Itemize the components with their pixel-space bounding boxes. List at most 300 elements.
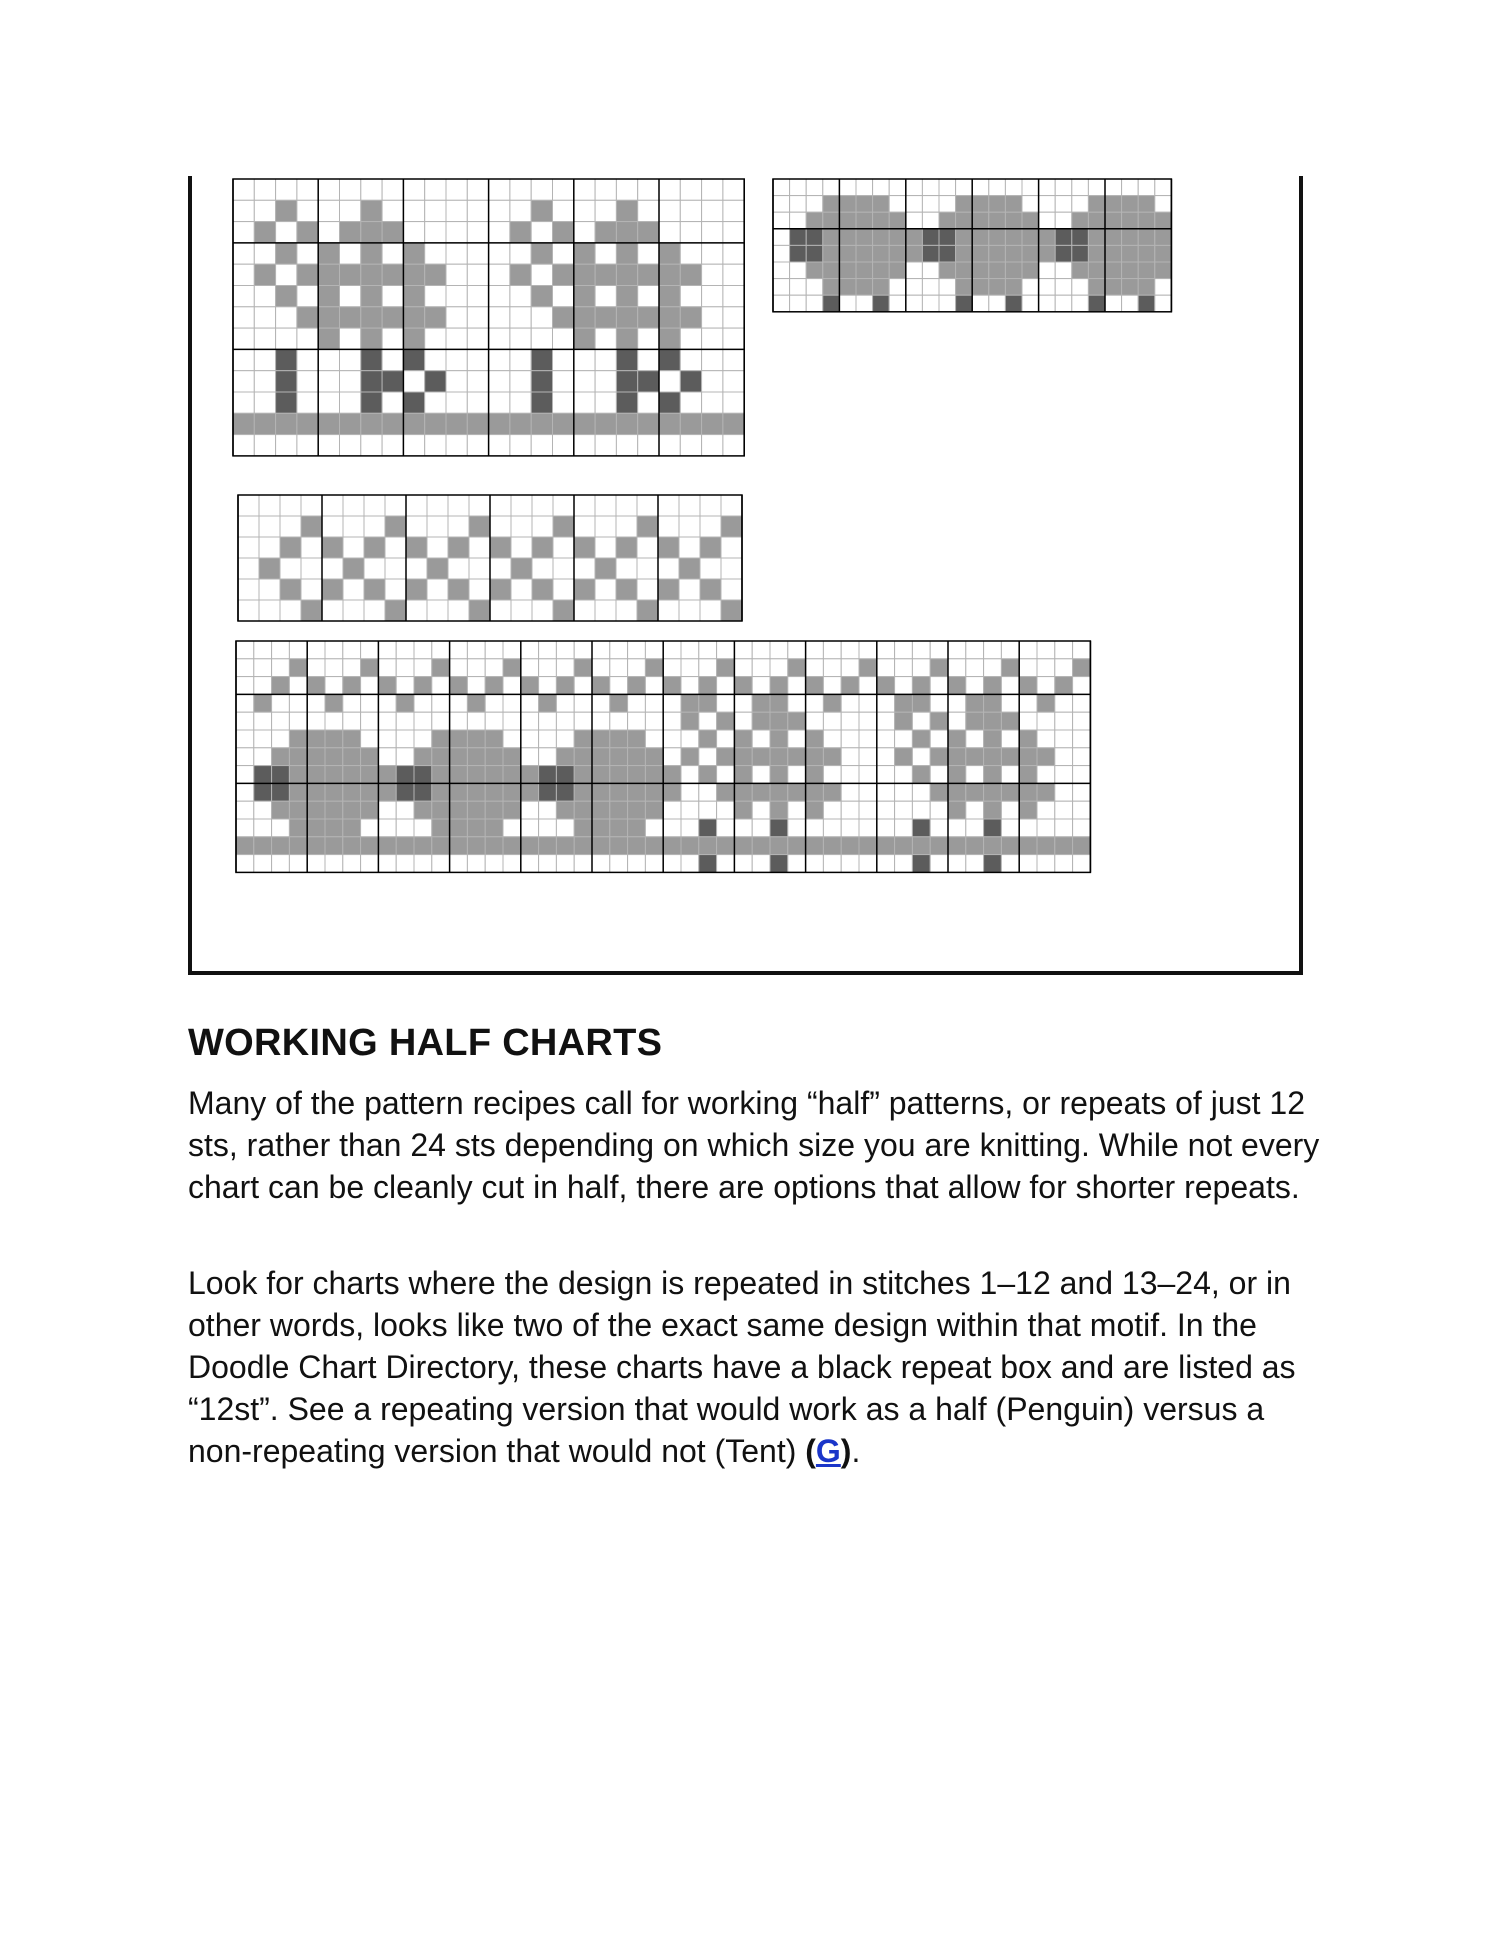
chart-cell: [343, 783, 361, 801]
chart-cell: [717, 730, 735, 748]
chart-cell: [403, 328, 424, 349]
chart-cell: [556, 837, 574, 855]
chart-cell: [325, 819, 343, 837]
chart-cell: [939, 262, 956, 279]
chart-cell: [1039, 262, 1056, 279]
chart-cell: [616, 392, 637, 413]
chart-cell: [521, 694, 539, 712]
chart-cell: [912, 677, 930, 695]
chart-cell: [906, 245, 923, 262]
chart-cell: [307, 783, 325, 801]
chart-cell: [539, 677, 557, 695]
chart-cell: [592, 801, 610, 819]
chart-cell: [531, 286, 552, 307]
chart-cell: [1073, 748, 1091, 766]
chart-cell: [839, 262, 856, 279]
chart-cell: [939, 179, 956, 196]
chart-cell: [702, 328, 723, 349]
chart-cell: [681, 748, 699, 766]
chart-cell: [595, 179, 616, 200]
chart-cell: [906, 295, 923, 312]
chart-cell: [912, 712, 930, 730]
paragraph-half-patterns: [188, 1082, 1328, 1208]
chart-cell: [859, 837, 877, 855]
chart-cell: [385, 537, 406, 558]
chart-cell: [873, 229, 890, 246]
chart-cell: [467, 179, 488, 200]
chart-cell: [645, 677, 663, 695]
chart-cell: [236, 677, 254, 695]
chart-cell: [276, 328, 297, 349]
chart-cell: [895, 837, 913, 855]
chart-cell: [610, 694, 628, 712]
chart-cell: [595, 328, 616, 349]
chart-cell: [984, 837, 1002, 855]
chart-cell: [823, 748, 841, 766]
chart-cell: [912, 801, 930, 819]
chart-cell: [272, 855, 290, 873]
chart-cell: [467, 222, 488, 243]
chart-cell: [254, 307, 275, 328]
chart-cell: [645, 641, 663, 659]
chart-cell: [984, 855, 1002, 873]
chart-cell: [378, 837, 396, 855]
chart-cell: [556, 783, 574, 801]
chart-cell: [989, 279, 1006, 296]
chart-cell: [272, 748, 290, 766]
chart-cell: [956, 212, 973, 229]
chart-cell: [700, 558, 721, 579]
chart-cell: [856, 179, 873, 196]
chart-cell: [1037, 766, 1055, 784]
chart-cell: [930, 730, 948, 748]
chart-cell: [610, 641, 628, 659]
chart-cell: [841, 659, 859, 677]
chart-cell: [895, 801, 913, 819]
chart-cell: [1122, 229, 1139, 246]
chart-cell: [322, 516, 343, 537]
chart-cell: [425, 328, 446, 349]
chart-cell: [1001, 766, 1019, 784]
chart-cell: [574, 328, 595, 349]
chart-cell: [427, 495, 448, 516]
chart-cell: [658, 537, 679, 558]
chart-cell: [699, 659, 717, 677]
chart-cell: [723, 200, 744, 221]
chart-cell: [432, 748, 450, 766]
chart-cell: [361, 243, 382, 264]
chart-cell: [595, 495, 616, 516]
chart-cell: [841, 819, 859, 837]
chart-cell: [595, 349, 616, 370]
chart-cell: [521, 730, 539, 748]
chart-cell: [645, 837, 663, 855]
chart-cell: [610, 677, 628, 695]
chart-cell: [259, 558, 280, 579]
chart-cell: [553, 222, 574, 243]
chart-cell: [680, 328, 701, 349]
chart-cell: [922, 245, 939, 262]
chart-cell: [610, 748, 628, 766]
chart-cell: [1019, 837, 1037, 855]
chart-cell: [382, 264, 403, 285]
chart-cell: [574, 748, 592, 766]
chart-cell: [446, 222, 467, 243]
chart-cell: [717, 694, 735, 712]
chart-cell: [403, 307, 424, 328]
frame-right-border: [1299, 176, 1303, 975]
chart-cell: [276, 243, 297, 264]
chart-cell: [628, 677, 646, 695]
chart-cell: [956, 179, 973, 196]
chart-cell: [723, 328, 744, 349]
chart-cell: [396, 748, 414, 766]
chart-cell: [638, 413, 659, 434]
chart-cell: [448, 600, 469, 621]
chart-cell: [912, 730, 930, 748]
chart-cell: [322, 600, 343, 621]
chart-cell: [773, 196, 790, 213]
chart-cell: [1055, 196, 1072, 213]
chart-cell: [485, 783, 503, 801]
chart-cell: [1055, 179, 1072, 196]
chart-cell: [318, 371, 339, 392]
chart-cell: [467, 855, 485, 873]
chart-cell: [396, 766, 414, 784]
chart-cell: [276, 392, 297, 413]
chart-cell: [361, 307, 382, 328]
chart-cell: [663, 659, 681, 677]
chart-cell: [984, 659, 1002, 677]
chart-cell: [788, 659, 806, 677]
chart-cell: [539, 748, 557, 766]
chart-cell: [467, 783, 485, 801]
chart-cell: [823, 179, 840, 196]
chart-cell: [859, 712, 877, 730]
chart-cell: [877, 766, 895, 784]
chart-cell: [574, 558, 595, 579]
chart-cell: [1105, 196, 1122, 213]
chart-cell: [770, 659, 788, 677]
chart-cell: [318, 392, 339, 413]
chart-cell: [773, 179, 790, 196]
chart-cell: [396, 783, 414, 801]
chart-cell: [702, 307, 723, 328]
chart-cell: [382, 222, 403, 243]
chart-cell: [721, 579, 742, 600]
chart-cell: [930, 801, 948, 819]
chart-cell: [307, 730, 325, 748]
chart-cell: [956, 196, 973, 213]
chart-cell: [556, 855, 574, 873]
chart-cell: [510, 179, 531, 200]
chart-cell: [510, 435, 531, 456]
chart-cell: [645, 819, 663, 837]
chart-cell: [681, 659, 699, 677]
chart-cell: [770, 641, 788, 659]
chart-cell: [403, 392, 424, 413]
chart-cell: [895, 855, 913, 873]
chart-cell: [467, 801, 485, 819]
chart-cell: [906, 279, 923, 296]
chart-cell: [806, 212, 823, 229]
chart-cell: [638, 349, 659, 370]
chart-cell: [574, 179, 595, 200]
chart-cell: [702, 222, 723, 243]
chart-cell: [446, 371, 467, 392]
chart-cell: [259, 516, 280, 537]
chart-cell: [382, 243, 403, 264]
chart-cell: [659, 307, 680, 328]
chart-cell: [877, 712, 895, 730]
chart-cell: [770, 712, 788, 730]
chart-cell: [403, 349, 424, 370]
chart-cell: [770, 748, 788, 766]
frame-left-border: [188, 176, 192, 975]
chart-cell: [511, 579, 532, 600]
chart-cell: [364, 558, 385, 579]
chart-cell: [1039, 295, 1056, 312]
chart-cell: [700, 516, 721, 537]
chart-cell: [574, 712, 592, 730]
chart-cell: [446, 307, 467, 328]
chart-cell: [280, 537, 301, 558]
chart-cell: [272, 694, 290, 712]
chart-cell: [322, 558, 343, 579]
chart-cell: [340, 222, 361, 243]
chart-cell: [448, 537, 469, 558]
chart-cell: [645, 766, 663, 784]
chart-cell: [432, 837, 450, 855]
chart-cell: [553, 286, 574, 307]
chart-cell: [343, 730, 361, 748]
chart-cell: [806, 196, 823, 213]
chart-cell: [489, 200, 510, 221]
chart-cell: [966, 801, 984, 819]
chart-cell: [343, 819, 361, 837]
chart-cell: [681, 677, 699, 695]
chart-cell: [361, 855, 379, 873]
figure-g-link[interactable]: G: [815, 1433, 841, 1469]
chart-cell: [364, 600, 385, 621]
chart-cell: [1001, 659, 1019, 677]
chart-cell: [510, 413, 531, 434]
chart-cell: [485, 801, 503, 819]
chart-cell: [873, 262, 890, 279]
chart-cell: [574, 659, 592, 677]
chart-cell: [659, 371, 680, 392]
chart-cell: [717, 641, 735, 659]
chart-cell: [325, 677, 343, 695]
chart-cell: [489, 435, 510, 456]
chart-cell: [628, 801, 646, 819]
chart-cell: [301, 579, 322, 600]
chart-cell: [254, 243, 275, 264]
chart-cell: [254, 286, 275, 307]
chart-cell: [521, 801, 539, 819]
chart-cell: [1072, 295, 1089, 312]
chart-cell: [427, 579, 448, 600]
chart-cell: [385, 579, 406, 600]
chart-cell: [539, 855, 557, 873]
chart-cell: [510, 286, 531, 307]
chart-cell: [1019, 801, 1037, 819]
chart-cell: [280, 495, 301, 516]
chart-cell: [1005, 245, 1022, 262]
chart-cell: [469, 516, 490, 537]
chart-cell: [289, 694, 307, 712]
chart-cell: [343, 537, 364, 558]
chart-cell: [531, 349, 552, 370]
chart-cell: [340, 286, 361, 307]
chart-cell: [272, 819, 290, 837]
chart-cell: [322, 579, 343, 600]
chart-cell: [382, 413, 403, 434]
chart-cell: [450, 677, 468, 695]
chart-cell: [297, 179, 318, 200]
chart-cell: [659, 349, 680, 370]
chart-cell: [446, 264, 467, 285]
chart-cell: [307, 837, 325, 855]
chart-cell: [361, 730, 379, 748]
chart-cell: [1055, 783, 1073, 801]
chart-cell: [574, 435, 595, 456]
chart-cell: [254, 837, 272, 855]
chart-cell: [610, 855, 628, 873]
chart-cell: [873, 279, 890, 296]
chart-cell: [385, 495, 406, 516]
chart-cell: [948, 801, 966, 819]
chart-cell: [396, 730, 414, 748]
chart-cell: [446, 243, 467, 264]
chart-cell: [489, 328, 510, 349]
chart-cell: [1105, 229, 1122, 246]
chart-cell: [361, 349, 382, 370]
chart-cell: [1001, 819, 1019, 837]
chart-cell: [233, 371, 254, 392]
chart-cell: [254, 659, 272, 677]
chart-cell: [859, 783, 877, 801]
chart-cell: [254, 179, 275, 200]
chart-cell: [553, 413, 574, 434]
chart-cell: [1073, 766, 1091, 784]
chart-cell: [503, 659, 521, 677]
chart-cell: [539, 659, 557, 677]
chart-cell: [984, 677, 1002, 695]
chart-cell: [873, 245, 890, 262]
chart-cell: [301, 537, 322, 558]
chart-cell: [616, 435, 637, 456]
chart-cell: [406, 516, 427, 537]
chart-cell: [877, 801, 895, 819]
chart-cell: [912, 641, 930, 659]
chart-cell: [1055, 659, 1073, 677]
chart-cell: [1073, 783, 1091, 801]
diamond-chart: [237, 494, 743, 622]
chart-cell: [553, 558, 574, 579]
chart-cell: [679, 600, 700, 621]
chart-cell: [414, 730, 432, 748]
chart-cell: [276, 179, 297, 200]
chart-cell: [272, 659, 290, 677]
chart-cell: [645, 659, 663, 677]
chart-cell: [717, 659, 735, 677]
chart-cell: [856, 295, 873, 312]
chart-cell: [448, 579, 469, 600]
chart-cell: [770, 801, 788, 819]
chart-cell: [403, 179, 424, 200]
chart-cell: [467, 659, 485, 677]
chart-cell: [679, 558, 700, 579]
chart-cell: [325, 783, 343, 801]
chart-cell: [841, 730, 859, 748]
chart-cell: [679, 579, 700, 600]
chart-cell: [307, 801, 325, 819]
chart-cell: [297, 222, 318, 243]
chart-cell: [553, 264, 574, 285]
chart-cell: [361, 328, 382, 349]
chart-cell: [340, 328, 361, 349]
chart-cell: [1122, 279, 1139, 296]
chart-cell: [361, 783, 379, 801]
chart-cell: [1073, 730, 1091, 748]
chart-cell: [721, 537, 742, 558]
chart-cell: [823, 819, 841, 837]
chart-cell: [1001, 837, 1019, 855]
chart-cell: [539, 801, 557, 819]
chart-cell: [1055, 677, 1073, 695]
chart-cell: [889, 279, 906, 296]
chart-cell: [788, 783, 806, 801]
chart-cell: [841, 837, 859, 855]
chart-cell: [823, 712, 841, 730]
chart-cell: [734, 712, 752, 730]
chart-cell: [806, 179, 823, 196]
chart-cell: [450, 748, 468, 766]
chart-cell: [325, 855, 343, 873]
chart-cell: [723, 435, 744, 456]
chart-cell: [1073, 801, 1091, 819]
chart-cell: [680, 222, 701, 243]
chart-cell: [912, 837, 930, 855]
chart-cell: [663, 801, 681, 819]
chart-cell: [956, 295, 973, 312]
chart-cell: [616, 200, 637, 221]
chart-cell: [752, 783, 770, 801]
figure-ref-open: (: [805, 1433, 816, 1469]
chart-cell: [297, 200, 318, 221]
chart-cell: [1055, 229, 1072, 246]
chart-cell: [956, 262, 973, 279]
chart-cell: [574, 600, 595, 621]
chart-cell: [556, 801, 574, 819]
chart-cell: [859, 730, 877, 748]
chart-cell: [318, 179, 339, 200]
chart-cell: [1122, 179, 1139, 196]
chart-cell: [616, 222, 637, 243]
chart-cell: [592, 712, 610, 730]
chart-cell: [841, 677, 859, 695]
chart-cell: [259, 579, 280, 600]
chart-cell: [1138, 245, 1155, 262]
chart-cell: [790, 279, 807, 296]
chart-cell: [272, 783, 290, 801]
chart-cell: [254, 730, 272, 748]
chart-cell: [467, 748, 485, 766]
chart-cell: [889, 295, 906, 312]
chart-cell: [839, 279, 856, 296]
chart-cell: [448, 516, 469, 537]
